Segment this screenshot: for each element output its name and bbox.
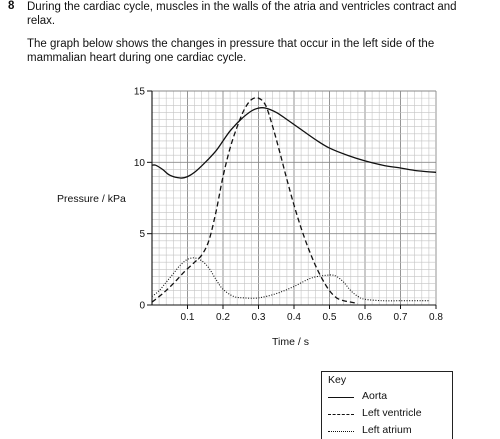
legend-swatch-left-atrium bbox=[328, 431, 354, 432]
question-text: During the cardiac cycle, muscles in the walls of the atria and ventricles contract and relax. bbox=[27, 1, 457, 27]
y-axis-label: Pressure / kPa bbox=[57, 193, 126, 205]
series-left-atrium bbox=[152, 258, 429, 301]
legend-label-left-ventricle: Left ventricle bbox=[362, 407, 422, 419]
series-left-ventricle bbox=[152, 98, 358, 304]
y-tick-label: 15 bbox=[133, 86, 145, 98]
legend-title: Key bbox=[328, 374, 347, 386]
legend bbox=[321, 371, 453, 439]
question-intro: The graph below shows the changes in pressure that occur in the left side of the mammalian heart during one cardiac cycle. bbox=[27, 38, 435, 64]
legend-label-aorta: Aorta bbox=[362, 390, 388, 402]
x-axis-label: Time / s bbox=[272, 336, 309, 348]
question-number: 8 bbox=[8, 0, 15, 12]
x-tick-label: 0.4 bbox=[287, 312, 301, 323]
y-tick-label: 10 bbox=[133, 157, 145, 169]
y-tick-label: 0 bbox=[139, 300, 145, 312]
legend-label-left-atrium: Left atrium bbox=[362, 424, 412, 436]
x-tick-label: 0.1 bbox=[180, 312, 195, 323]
legend-swatch-aorta bbox=[328, 397, 354, 398]
legend-swatch-left-ventricle bbox=[328, 414, 354, 415]
legend-item-aorta bbox=[328, 390, 452, 404]
x-tick-label: 0.6 bbox=[358, 312, 372, 323]
x-tick-label: 0.3 bbox=[251, 312, 266, 323]
y-tick-label: 5 bbox=[139, 229, 145, 241]
legend-item-left-ventricle bbox=[328, 407, 452, 421]
x-tick-label: 0.7 bbox=[393, 312, 408, 323]
legend-item-left-atrium bbox=[328, 424, 452, 438]
x-tick-label: 0.5 bbox=[322, 312, 337, 323]
x-tick-label: 0.8 bbox=[429, 312, 443, 323]
x-tick-label: 0.2 bbox=[216, 312, 230, 323]
